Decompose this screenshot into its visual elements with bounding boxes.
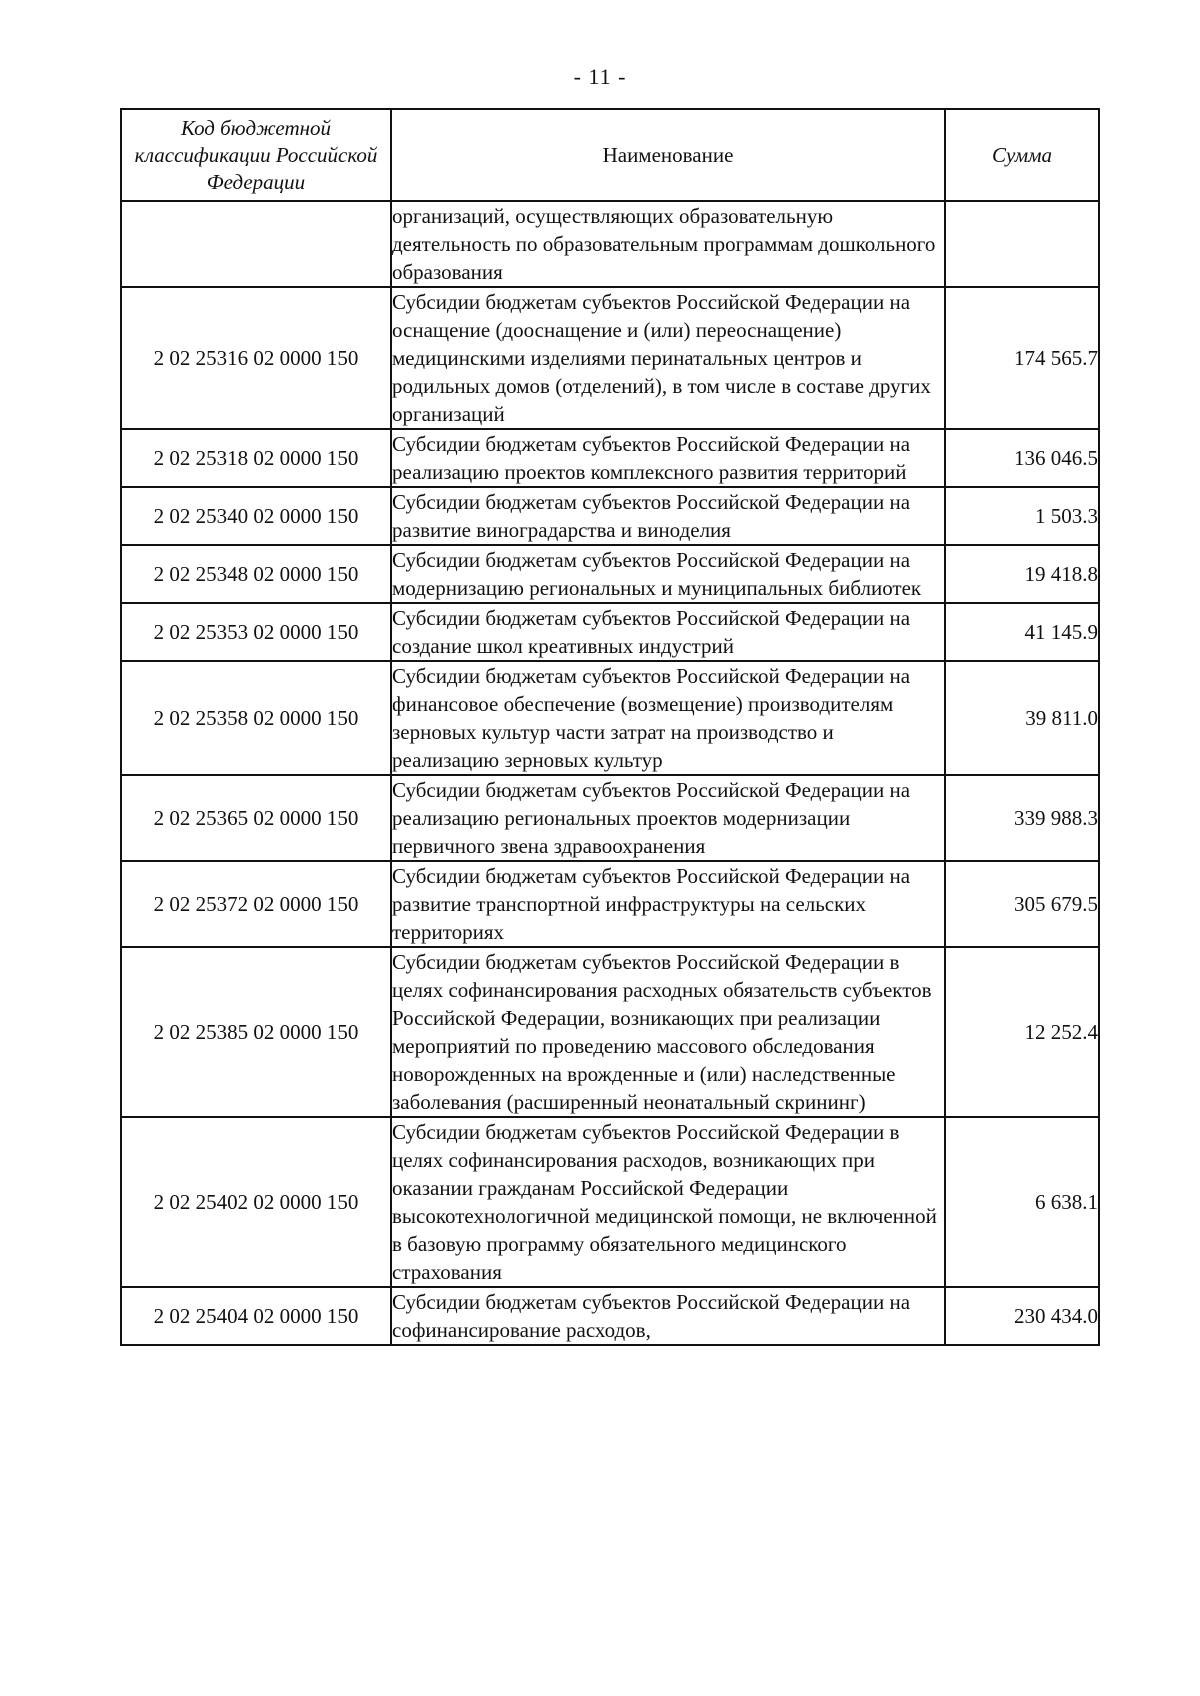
row-name: Субсидии бюджетам субъектов Российской Федерации на развитие транспортной инфраструктуры на сельских территориях (391, 861, 945, 947)
header-code: Код бюджетной классификации Российской Федерации (121, 109, 391, 201)
row-amount: 339 988.3 (945, 775, 1099, 861)
row-code: 2 02 25358 02 0000 150 (121, 661, 391, 775)
row-amount (945, 201, 1099, 287)
row-amount: 39 811.0 (945, 661, 1099, 775)
table-row (121, 947, 1099, 1117)
row-amount: 136 046.5 (945, 429, 1099, 487)
row-amount: 305 679.5 (945, 861, 1099, 947)
row-code: 2 02 25353 02 0000 150 (121, 603, 391, 661)
row-amount: 19 418.8 (945, 545, 1099, 603)
row-name: Субсидии бюджетам субъектов Российской Федерации в целях софинансирования расходов, возникающих при оказании гражданам Российской Федерации высокотехнологичной медицинской помощи, не включенной в базовую программу обязательного медицинского страхования (391, 1117, 945, 1287)
row-code: 2 02 25318 02 0000 150 (121, 429, 391, 487)
row-name: Субсидии бюджетам субъектов Российской Федерации в целях софинансирования расходных обязательств субъектов Российской Федерации, возникающих при реализации мероприятий по проведению массового обследования новорожденных на врожденные и (или) наследственные заболевания (расширенный неонатальный скрининг) (391, 947, 945, 1117)
row-name: Субсидии бюджетам субъектов Российской Федерации на софинансирование расходов, (391, 1287, 945, 1345)
table-row (121, 487, 1099, 545)
row-code: 2 02 25365 02 0000 150 (121, 775, 391, 861)
table-row (121, 1287, 1099, 1345)
table-row (121, 861, 1099, 947)
table-row (121, 775, 1099, 861)
header-amount: Сумма (945, 109, 1099, 201)
row-amount: 174 565.7 (945, 287, 1099, 429)
row-amount: 41 145.9 (945, 603, 1099, 661)
row-name: Субсидии бюджетам субъектов Российской Федерации на реализацию проектов комплексного развития территорий (391, 429, 945, 487)
page-number: - 11 - (573, 64, 627, 89)
row-code: 2 02 25316 02 0000 150 (121, 287, 391, 429)
row-amount: 1 503.3 (945, 487, 1099, 545)
row-code: 2 02 25404 02 0000 150 (121, 1287, 391, 1345)
table-row (121, 287, 1099, 429)
row-code: 2 02 25340 02 0000 150 (121, 487, 391, 545)
row-name: организаций, осуществляющих образовательную деятельность по образовательным программам дошкольного образования (391, 201, 945, 287)
table-row (121, 201, 1099, 287)
table-row (121, 603, 1099, 661)
row-code (121, 201, 391, 287)
table-header-row (121, 109, 1099, 201)
row-name: Субсидии бюджетам субъектов Российской Федерации на модернизацию региональных и муниципальных библиотек (391, 545, 945, 603)
row-name: Субсидии бюджетам субъектов Российской Федерации на создание школ креативных индустрий (391, 603, 945, 661)
row-name: Субсидии бюджетам субъектов Российской Федерации на оснащение (дооснащение и (или) переоснащение) медицинскими изделиями перинатальных центров и родильных домов (отделений), в том числе в составе других организаций (391, 287, 945, 429)
row-name: Субсидии бюджетам субъектов Российской Федерации на финансовое обеспечение (возмещение) производителям зерновых культур части затрат на производство и реализацию зерновых культур (391, 661, 945, 775)
row-code: 2 02 25348 02 0000 150 (121, 545, 391, 603)
row-code: 2 02 25402 02 0000 150 (121, 1117, 391, 1287)
row-amount: 12 252.4 (945, 947, 1099, 1117)
table-row (121, 1117, 1099, 1287)
table-row (121, 429, 1099, 487)
row-amount: 230 434.0 (945, 1287, 1099, 1345)
budget-classification-table (120, 108, 1100, 1346)
row-amount: 6 638.1 (945, 1117, 1099, 1287)
table-row (121, 661, 1099, 775)
table-row (121, 545, 1099, 603)
row-code: 2 02 25372 02 0000 150 (121, 861, 391, 947)
row-name: Субсидии бюджетам субъектов Российской Федерации на развитие виноградарства и виноделия (391, 487, 945, 545)
header-name: Наименование (391, 109, 945, 201)
row-name: Субсидии бюджетам субъектов Российской Федерации на реализацию региональных проектов модернизации первичного звена здравоохранения (391, 775, 945, 861)
row-code: 2 02 25385 02 0000 150 (121, 947, 391, 1117)
